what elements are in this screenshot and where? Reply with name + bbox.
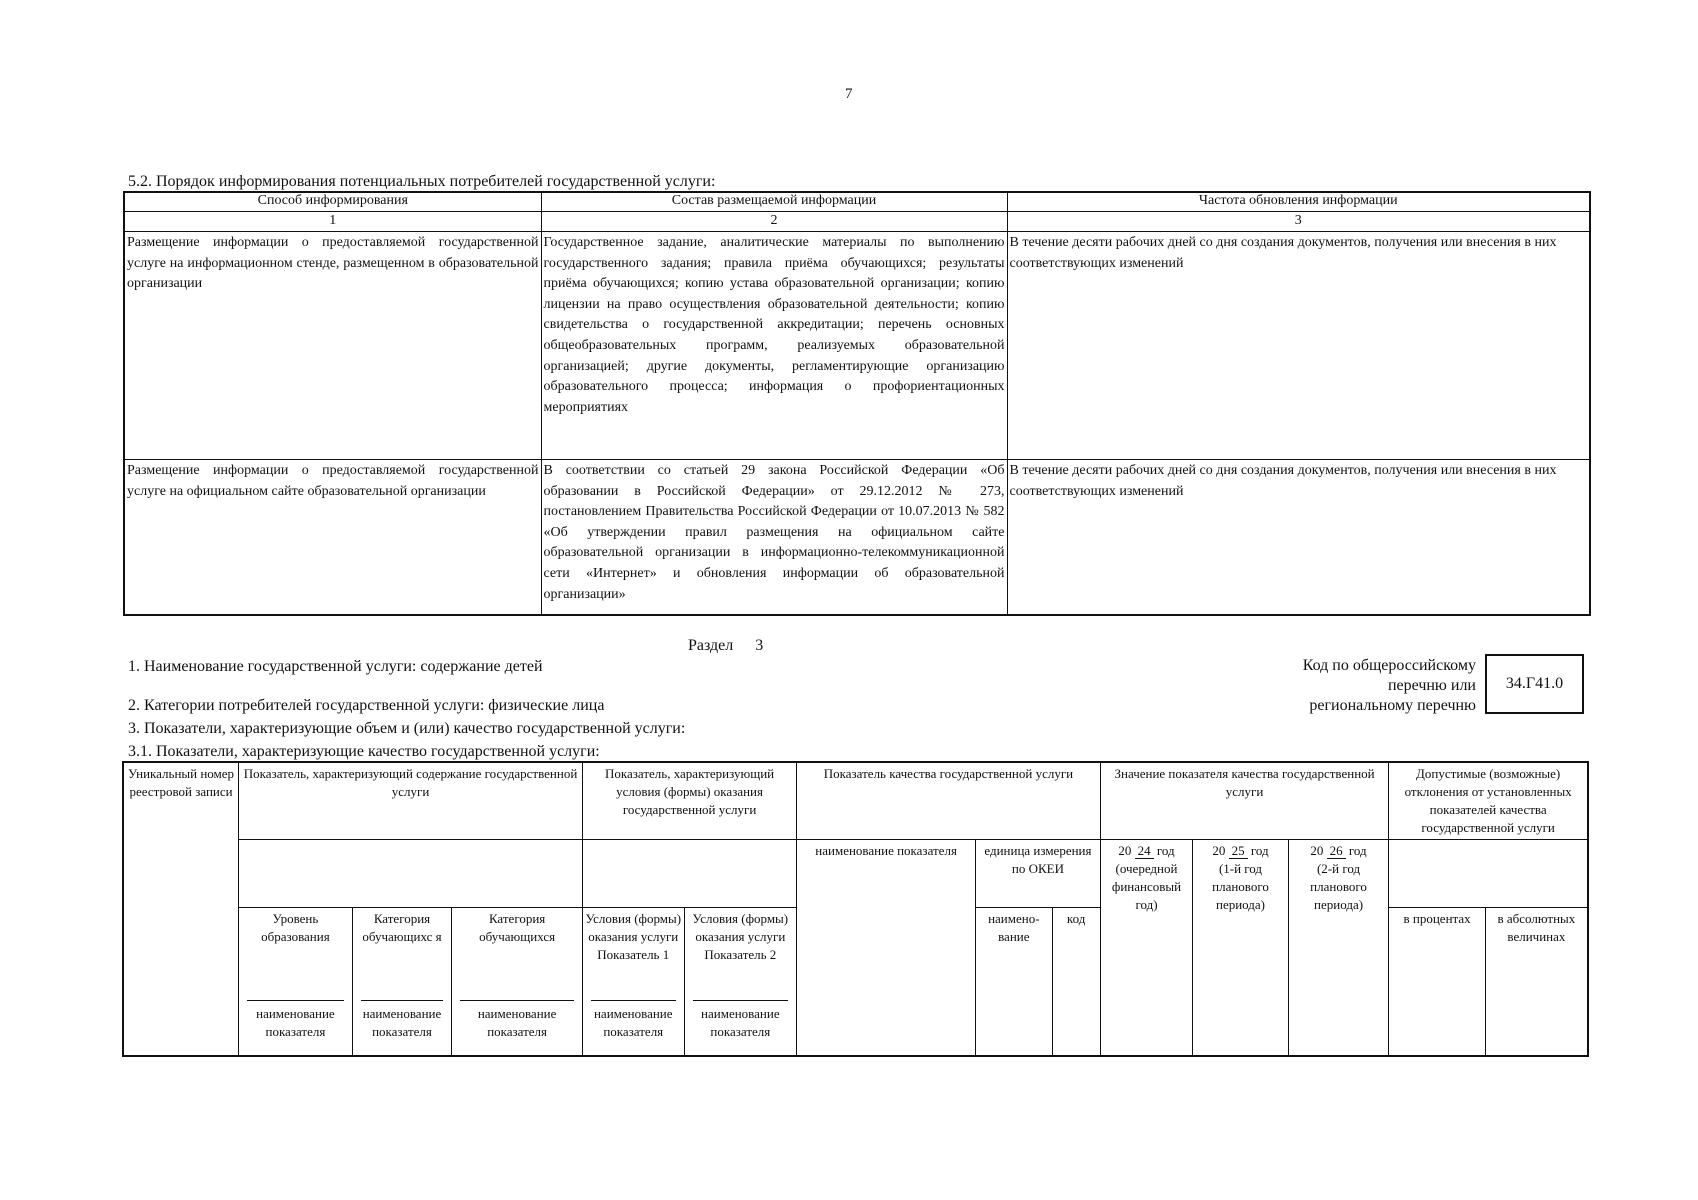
frequency-cell: В течение десяти рабочих дней со дня создания документов, получения или внесения в них соответствующих изменений (1007, 460, 1590, 615)
header-content: Состав размещаемой информации (541, 192, 1007, 212)
code-label-line: региональному перечню (1309, 697, 1476, 714)
unit-name-header: наимено-вание (976, 908, 1052, 1056)
header-frequency: Частота обновления информации (1007, 192, 1590, 212)
column-number: 3 (1007, 212, 1590, 232)
year-word: год (1348, 843, 1367, 858)
unit-code-header: код (1052, 908, 1100, 1056)
name-of-indicator: наименование показателя (460, 1000, 574, 1041)
column-number: 1 (124, 212, 541, 232)
year-header-3 (1288, 840, 1389, 1056)
unit-okei-header: единица измерения по ОКЕИ (976, 840, 1101, 908)
page-number: 7 (845, 86, 853, 102)
content-col-label: Категория обучающихс я (362, 911, 442, 944)
content-cell: В соответствии со статьей 29 закона Российской Федерации «Об образовании в Российской Федерации» от 29.12.2012 № 273, постановлением Правительства Российской Федерации от 10.07.2013 № 582 «Об утверждении правил размещения на официальном сайте образовательной организации в информационно-телекоммуникационной сети «Интернет» и обновления информации об образовательной организации» (541, 460, 1007, 615)
quality-value-header: Значение показателя качества государственной услуги (1100, 762, 1389, 840)
section-label: Раздел (688, 637, 734, 654)
quality-indicator-header: Показатель качества государственной услуги (797, 762, 1101, 840)
quality-indicators-table (122, 761, 1589, 1057)
year-note: (очередной финансовый год) (1111, 861, 1182, 912)
indicators-line: 3. Показатели, характеризующие объем и (или) качество государственной услуги: (128, 720, 686, 737)
code-value: 34.Г41.0 (1505, 675, 1564, 692)
service-name-line: 1. Наименование государственной услуги: содержание детей (128, 658, 543, 675)
condition-col-label: Условия (формы) оказания услуги Показатель 2 (692, 911, 789, 962)
consumer-category-line: 2. Категории потребителей государственной услуги: физические лица (128, 697, 605, 714)
deviations-spacer (1389, 840, 1588, 908)
informing-table (123, 191, 1591, 616)
year-prefix: 20 (1118, 843, 1132, 858)
condition-col-2 (684, 908, 797, 1056)
section-heading (688, 637, 763, 655)
percent-header: в процентах (1389, 908, 1486, 1056)
year-word: год (1156, 843, 1175, 858)
method-cell: Размещение информации о предоставляемой государственной услуге на информационном стенде, размещенном в образовательной организации (124, 232, 541, 460)
header-method: Способ информирования (124, 192, 541, 212)
content-cell: Государственное задание, аналитические материалы по выполнению государственного задания; правила приёма обучающихся; результаты приёма обучающихся; копию устава образовательной организации; копию лицензии на право осуществления образовательной деятельности; копию свидетельства о государственной аккредитации; перечень основных общеобразовательных программ, реализуемых образовательной организацией; другие документы, регламентирующие организацию образовательного процесса; информация о профориентационных мероприятиях (541, 232, 1007, 460)
conditions-spacer (582, 840, 796, 908)
content-col-2 (352, 908, 452, 1056)
column-number-row (124, 212, 1590, 232)
code-label (1303, 656, 1476, 716)
name-of-indicator: наименование показателя (247, 1000, 344, 1041)
year-word: год (1250, 843, 1269, 858)
table-row (124, 232, 1590, 460)
condition-col-1 (582, 908, 684, 1056)
content-spacer (239, 840, 583, 908)
name-of-indicator: наименование показателя (591, 1000, 676, 1041)
content-col-3 (452, 908, 583, 1056)
content-col-label: Категория обучающихся (479, 911, 556, 944)
year-prefix: 20 (1310, 843, 1324, 858)
column-number: 2 (541, 212, 1007, 232)
year-value: 25 (1229, 843, 1248, 859)
year-value: 26 (1327, 843, 1346, 859)
indicator-name-header: наименование показателя (797, 840, 976, 1056)
section-5-2-title: 5.2. Порядок информирования потенциальных потребителей государственной услуги: (128, 173, 716, 190)
condition-col-label: Условия (формы) оказания услуги Показатель 1 (585, 911, 682, 962)
absolute-header: в абсолютных величинах (1485, 908, 1588, 1056)
deviations-header: Допустимые (возможные) отклонения от установленных показателей качества государственной услуги (1389, 762, 1588, 840)
year-note: (2-й год планового периода) (1310, 861, 1367, 912)
code-box (1485, 654, 1584, 714)
frequency-cell: В течение десяти рабочих дней со дня создания документов, получения или внесения в них соответствующих изменений (1007, 232, 1590, 460)
table-row (124, 460, 1590, 615)
unique-record-header: Уникальный номер реестровой записи (123, 762, 239, 1056)
name-of-indicator: наименование показателя (361, 1000, 444, 1041)
quality-indicators-line: 3.1. Показатели, характеризующие качество государственной услуги: (128, 743, 600, 760)
year-note: (1-й год планового периода) (1212, 861, 1269, 912)
name-of-indicator: наименование показателя (693, 1000, 789, 1041)
conditions-indicator-header: Показатель, характеризующий условия (формы) оказания государственной услуги (582, 762, 796, 840)
method-cell: Размещение информации о предоставляемой государственной услуге на официальном сайте образовательной организации (124, 460, 541, 615)
content-indicator-header: Показатель, характеризующий содержание государственной услуги (239, 762, 583, 840)
year-header-2 (1193, 840, 1289, 1056)
content-col-label: Уровень образования (261, 911, 330, 944)
code-label-line: перечню или (1387, 677, 1476, 694)
year-value: 24 (1135, 843, 1154, 859)
code-label-line: Код по общероссийскому (1302, 657, 1476, 674)
section-number: 3 (755, 637, 764, 654)
year-header-1 (1100, 840, 1192, 1056)
table-header-row (124, 192, 1590, 212)
content-col-1 (239, 908, 353, 1056)
year-prefix: 20 (1212, 843, 1226, 858)
